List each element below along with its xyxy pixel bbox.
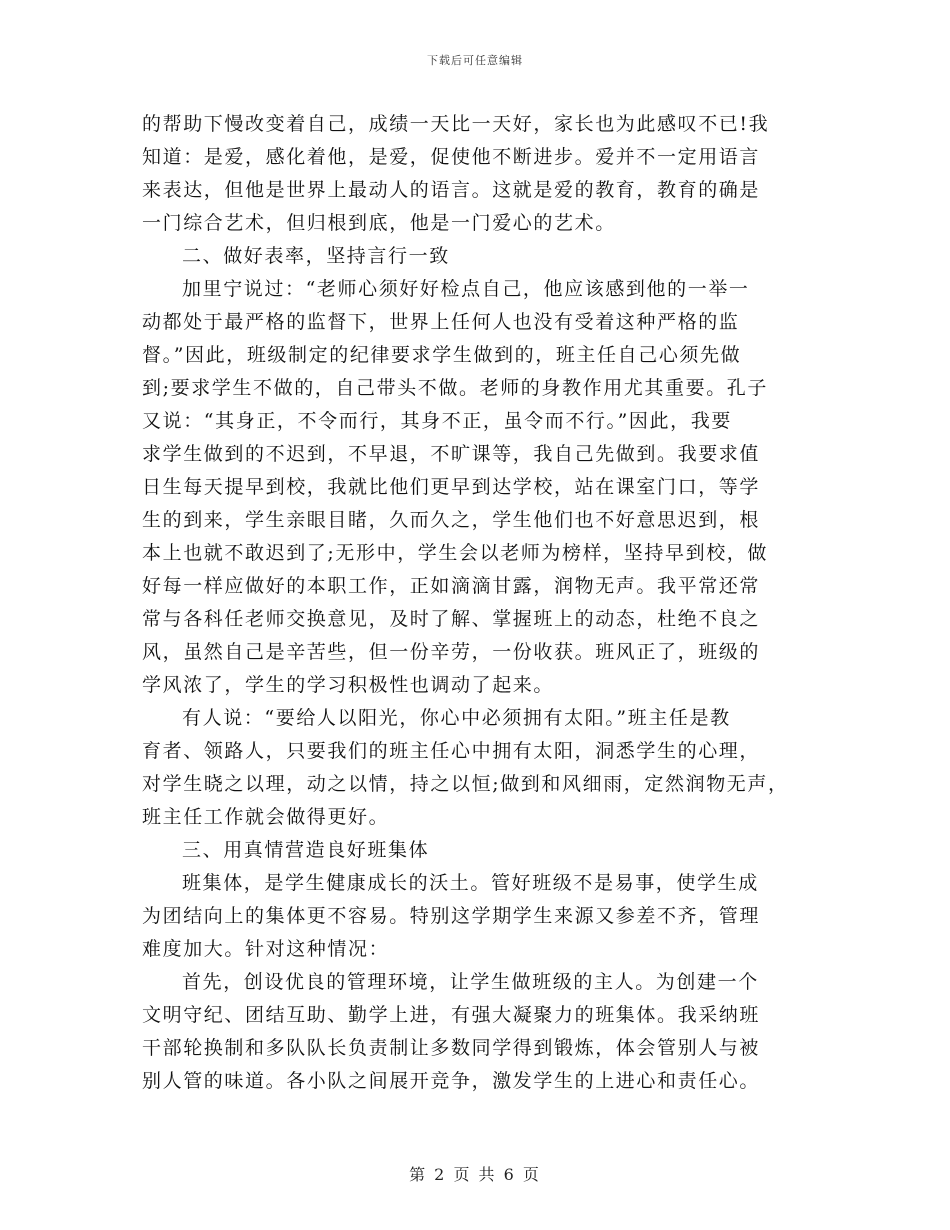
text-line: 加里宁说过：“老师心须好好检点自己，他应该感到他的一举一 [182, 278, 750, 300]
text-line: 二、做好表率，坚持言行一致 [182, 245, 450, 267]
text-line: 有人说：“要给人以阳光，你心中必须拥有太阳。”班主任是教 [182, 707, 731, 729]
text-line: 为团结向上的集体更不容易。特别这学期学生来源又参差不齐，管理 [142, 905, 761, 927]
document-body [142, 108, 810, 1098]
text-line: 风，虽然自己是辛苦些，但一份辛劳，一份收获。班风正了，班级的 [142, 641, 761, 663]
text-line: 好每一样应做好的本职工作，正如滴滴甘露，润物无声。我平常还常 [142, 575, 761, 597]
text-line: 督。”因此，班级制定的纪律要求学生做到的，班主任自己心须先做 [142, 344, 742, 366]
text-line: 三、用真情营造良好班集体 [182, 839, 430, 861]
text-line: 一门综合艺术，但归根到底，他是一门爱心的艺术。 [142, 212, 616, 234]
text-line: 的帮助下慢改变着自己，成绩一天比一天好，家长也为此感叹不已!我 [142, 113, 770, 135]
text-line: 干部轮换制和多队队长负责制让多数同学得到锻炼，体会管别人与被 [142, 1037, 761, 1059]
text-line: 学风浓了，学生的学习积极性也调动了起来。 [142, 674, 555, 696]
text-line: 又说：“其身正，不令而行，其身不正，虽令而不行。”因此，我要 [142, 410, 732, 432]
text-line: 生的到来，学生亲眼目睹，久而久之，学生他们也不好意思迟到，根 [142, 509, 761, 531]
text-line: 难度加大。针对这种情况： [142, 938, 390, 960]
page-footer: 第 2 页 共 6 页 [409, 1165, 541, 1184]
text-line: 文明守纪、团结互助、勤学上进，有强大凝聚力的班集体。我采纳班 [142, 1004, 761, 1026]
text-line: 首先，创设优良的管理环境，让学生做班级的主人。为创建一个 [182, 971, 759, 993]
text-line: 班集体，是学生健康成长的沃土。管好班级不是易事，使学生成 [182, 872, 759, 894]
text-line: 常与各科任老师交换意见，及时了解、掌握班上的动态，杜绝不良之 [142, 608, 761, 630]
text-line: 对学生晓之以理，动之以情，持之以恒;做到和风细雨，定然润物无声， [142, 773, 789, 795]
text-line: 知道：是爱，感化着他，是爱，促使他不断进步。爱并不一定用语言 [142, 146, 761, 168]
text-line: 别人管的味道。各小队之间展开竞争，激发学生的上进心和责任心。 [142, 1070, 761, 1092]
text-line: 到;要求学生不做的，自己带头不做。老师的身教作用尤其重要。孔子 [142, 377, 769, 399]
text-line: 来表达，但他是世界上最动人的语言。这就是爱的教育，教育的确是 [142, 179, 761, 201]
text-line: 育者、领路人，只要我们的班主任心中拥有太阳，洞悉学生的心理， [142, 740, 761, 762]
text-line: 日生每天提早到校，我就比他们更早到达学校，站在课室门口，等学 [142, 476, 761, 498]
text-line: 班主任工作就会做得更好。 [142, 806, 390, 828]
text-line: 本上也就不敢迟到了;无形中，学生会以老师为榜样，坚持早到校，做 [142, 542, 769, 564]
text-line: 动都处于最严格的监督下，世界上任何人也没有受着这种严格的监 [142, 311, 740, 333]
text-line: 求学生做到的不迟到，不早退，不旷课等，我自己先做到。我要求值 [142, 443, 761, 465]
page-header: 下载后可任意编辑 [427, 54, 523, 67]
